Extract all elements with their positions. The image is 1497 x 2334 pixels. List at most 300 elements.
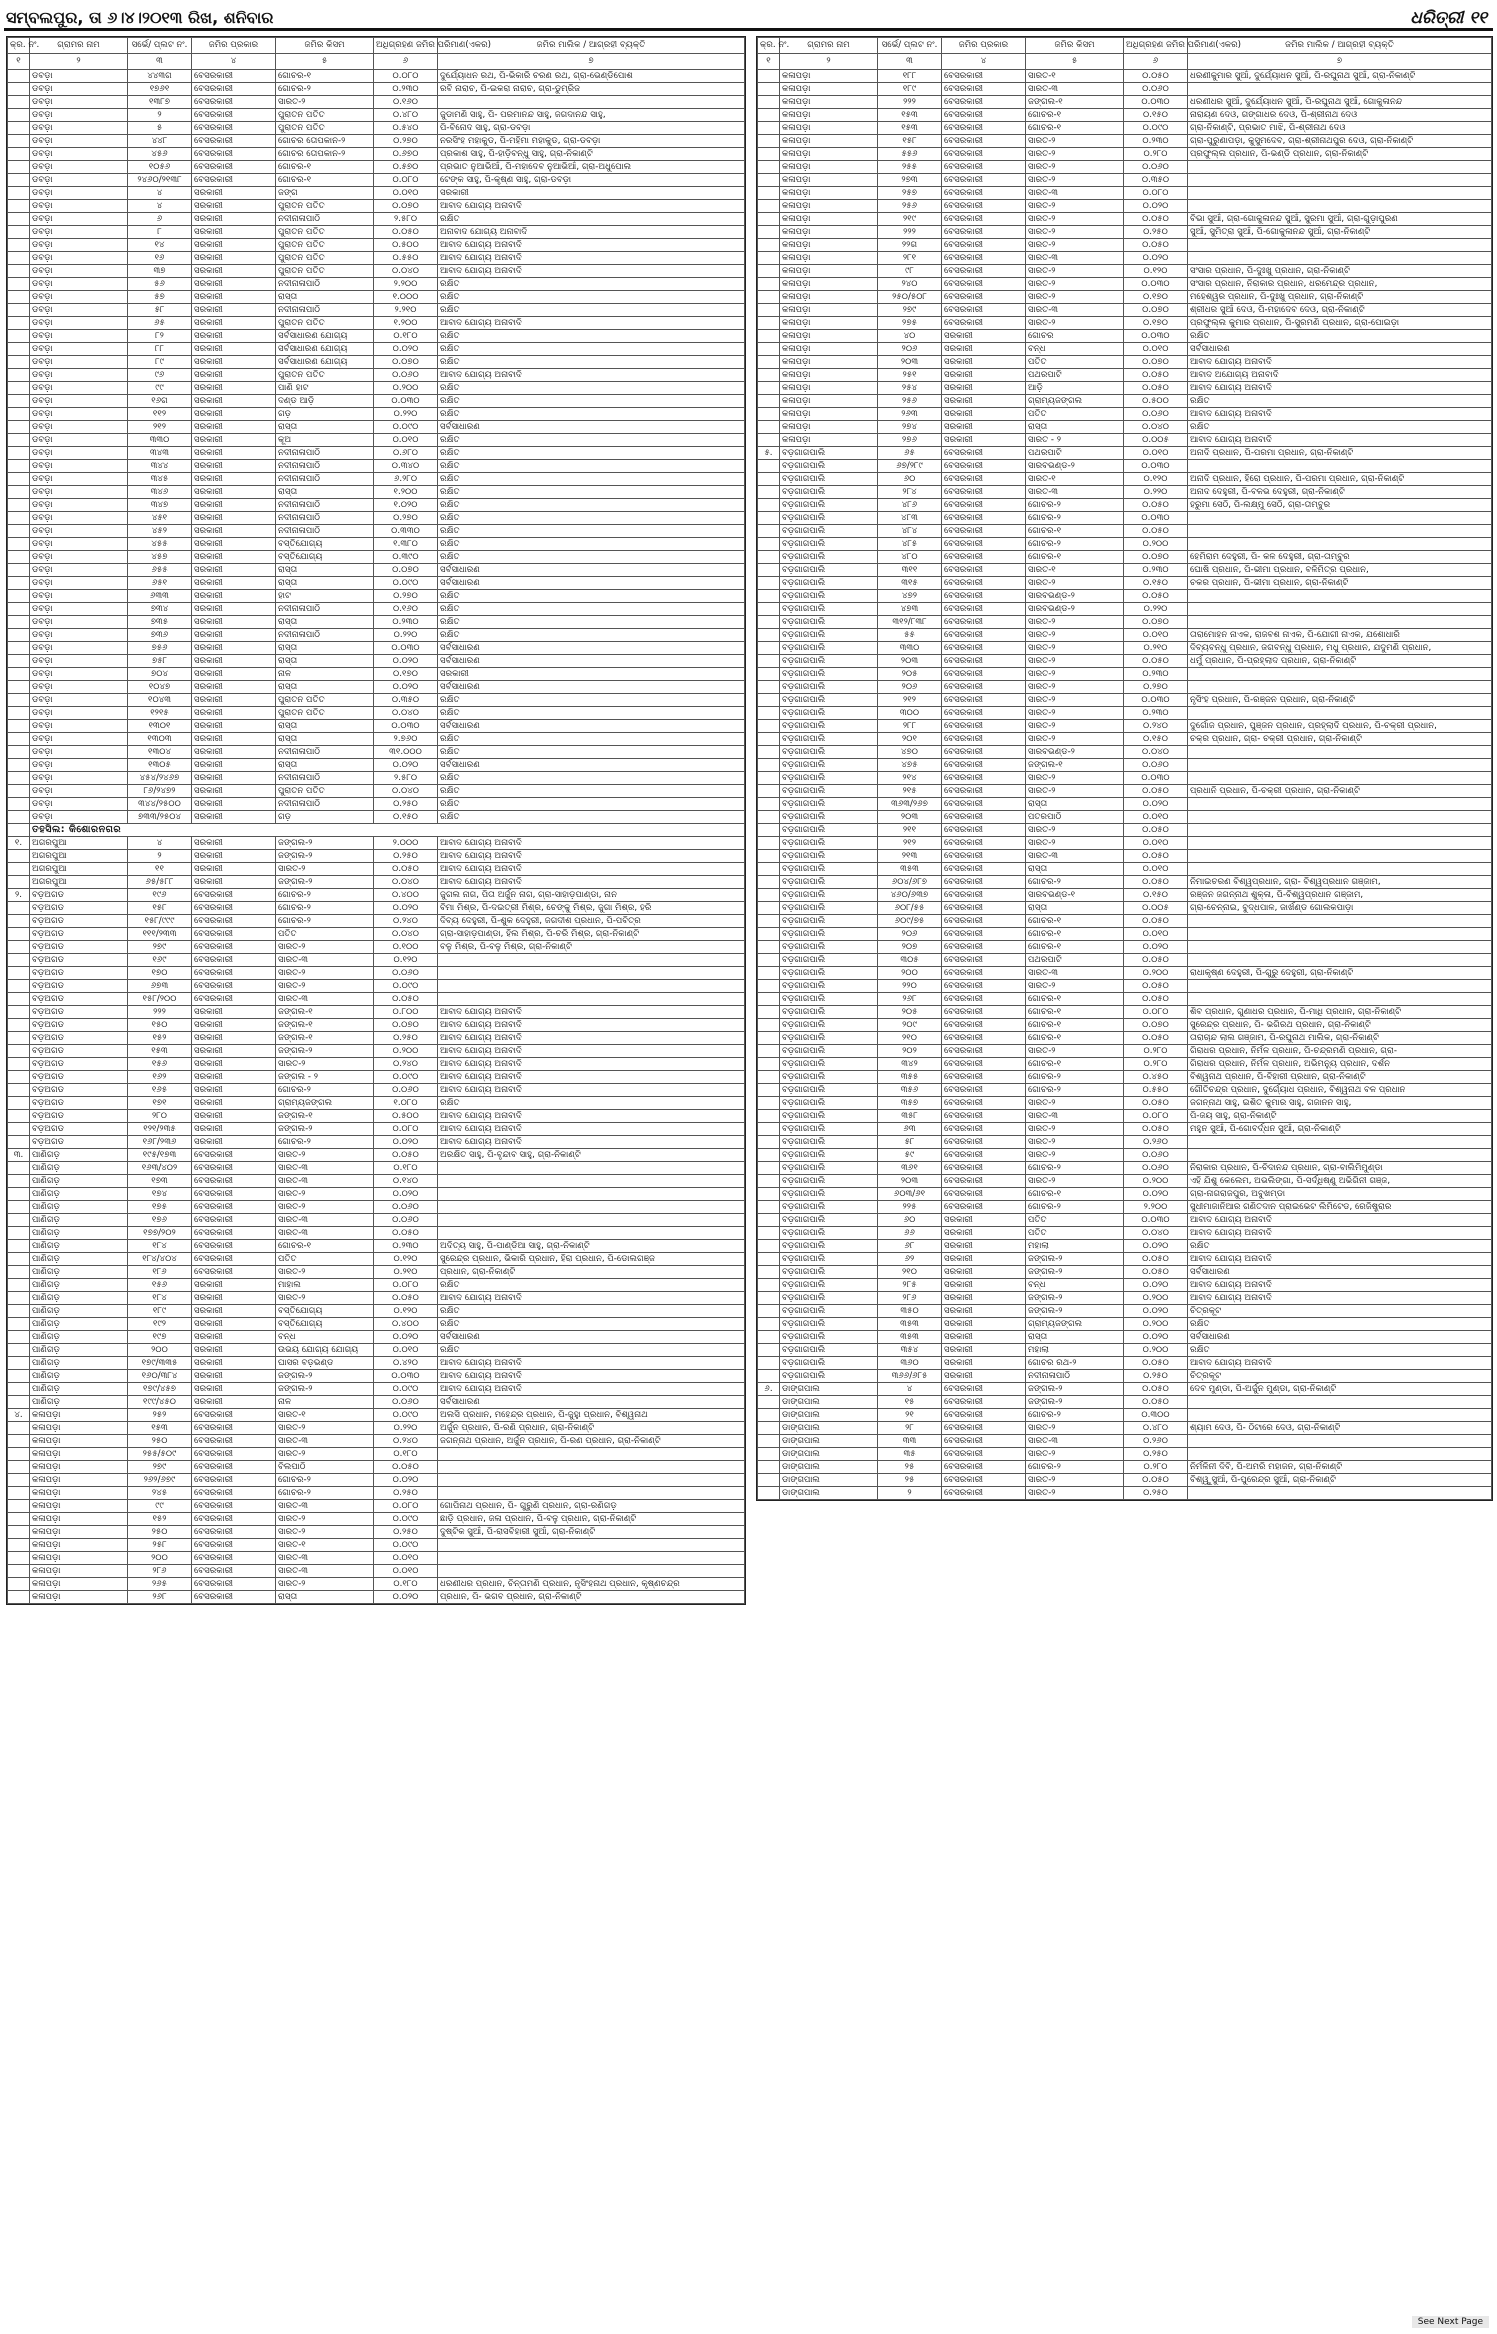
cell-owner: ଦେବ ମୁଣ୍ଡା, ପି-ଅର୍ଜୁନ ମୁଣ୍ଡା, ଗ୍ରା-ନିକାଣ୍ଟି (1188, 1383, 1492, 1396)
cell-sl (758, 707, 780, 720)
cell-land-type: ବେସରକାରୀ (192, 1227, 276, 1240)
cell-sl (8, 590, 30, 603)
cell-land-kisam: ଗୋଚର-୨ (1026, 1162, 1124, 1175)
cell-land-kisam: ଜଙ୍ଗଲ-୨ (276, 837, 374, 850)
cell-village: ଡବଡ଼ା (30, 304, 128, 317)
cell-sl (8, 330, 30, 343)
table-row (8, 1591, 745, 1604)
table-row (758, 694, 1492, 707)
cell-land-kisam: ପତିତ (1026, 1227, 1124, 1240)
cell-land-kisam: ଗୋଚର-୧ (1026, 109, 1124, 122)
cell-land-type: ବେସରକାରୀ (942, 122, 1026, 135)
cell-plot: ୨୬୨/୬୭୯ (128, 1474, 192, 1487)
cell-land-kisam: ସାରତ-୨ (1026, 1487, 1124, 1500)
cell-owner: ସର୍ବସାଧାରଣ (1188, 343, 1492, 356)
cell-owner: ବିମା ମିଶ୍ର, ପି-ଦଇତ୍ରୀ ମିଶ୍ର, ଚେଙ୍କୁ ମିଶ୍ର, ଜୁଗା ମିଶ୍ର, ହରି (438, 902, 745, 915)
cell-land-kisam: ସାରତ-୨ (1026, 1136, 1124, 1149)
cell-area: ୦.୦୭୦ (1124, 356, 1188, 369)
cell-owner: ଅର୍ଜୁନ ପ୍ରଧାନ, ପି-ରଣି ପ୍ରଧାନ, ଗ୍ରା-ନିକାଣ୍ଟି (438, 1422, 745, 1435)
cell-sl (758, 278, 780, 291)
table-row (8, 564, 745, 577)
cell-area: ୦.୦୫୦ (1124, 213, 1188, 226)
cell-owner: ଦିବ୍ୟବନ୍ଧୁ ପ୍ରଧାନ, ଜଗବନ୍ଧୁ ପ୍ରଧାନ, ମଧୁ ପ୍ରଧାନ, ଯଦୁମଣି ପ୍ରଧାନ, (1188, 642, 1492, 655)
cell-owner: ରକ୍ଷିତ (438, 707, 745, 720)
cell-owner: ସର୍ବସାଧାରଣ (438, 759, 745, 772)
cell-land-kisam: ସାରତ-୨ (1026, 1097, 1124, 1110)
cell-village: କଳାପଡ଼ା (30, 1461, 128, 1474)
table-row (8, 109, 745, 122)
cell-plot: ୬୦୮/୫୫ (878, 902, 942, 915)
cell-village: ଡବଡ଼ା (30, 135, 128, 148)
cell-village: ଡବଡ଼ା (30, 395, 128, 408)
cell-sl (8, 486, 30, 499)
cell-land-type: ବେସରକାରୀ (942, 863, 1026, 876)
cell-area: ୦.୦୫୦ (1124, 1097, 1188, 1110)
cell-land-type: ସରକାରୀ (192, 785, 276, 798)
cell-sl (758, 252, 780, 265)
cell-plot: ୨୦୦ (128, 1344, 192, 1357)
cell-village: ବଡ଼ଗାଗପାଲି (780, 1110, 878, 1123)
cell-area: ୦.୦୨୦ (1124, 798, 1188, 811)
cell-land-kisam: ରାସ୍ତା (276, 1591, 374, 1604)
cell-plot: ୧୫୦ (128, 1019, 192, 1032)
cell-land-kisam: ସାରତ-୨ (1026, 694, 1124, 707)
table-body (758, 70, 1492, 1500)
cell-owner: ଚକର ପ୍ରଧାନ, ପି-ଭୀମା ପ୍ରଧାନ, ଗ୍ରା-ନିକାଣ୍ଟି (1188, 577, 1492, 590)
cell-village: ବଡ଼ଗାଗପାଲି (780, 447, 878, 460)
table-row (758, 577, 1492, 590)
cell-land-kisam: ସାରତ-୨ (276, 1266, 374, 1279)
cell-village: ବଡ଼ଗାଗପାଲି (780, 525, 878, 538)
cell-owner: ମହୁନ ସୁଆଁ, ପି-ଗୋବର୍ଦ୍ଧନ ସୁଆଁ, ଗ୍ରା-ନିକାଣ୍ଟି (1188, 1123, 1492, 1136)
cell-area: ୦.୦୫୦ (374, 1227, 438, 1240)
cell-owner: ଆବାଦ ଯୋଗ୍ୟ ଅନାବାଦି (438, 239, 745, 252)
cell-village: ବଡ଼ଗାଗପାଲି (780, 746, 878, 759)
table-row (758, 837, 1492, 850)
cell-plot: ୭୩୪ (128, 603, 192, 616)
cell-land-kisam: ସାରତ-୨ (1026, 772, 1124, 785)
cell-area: ୦.୦୪୦ (374, 265, 438, 278)
cell-land-kisam: ଗୋଚର-୧ (1026, 551, 1124, 564)
cell-village: ପାଣିଗଡ଼ (30, 1162, 128, 1175)
table-row (758, 512, 1492, 525)
table-row (8, 187, 745, 200)
cell-plot: ୧୬୦/୩୮୪ (128, 1370, 192, 1383)
cell-area: ୦.୦୫୦ (1124, 382, 1188, 395)
cell-land-type: ବେସରକାରୀ (942, 447, 1026, 460)
cell-land-type: ବେସରକାରୀ (192, 1162, 276, 1175)
cell-land-kisam: ସାରତ-୩ (1026, 304, 1124, 317)
cell-village: ଡବଡ଼ା (30, 200, 128, 213)
cell-village: ବଡ଼ଗାଗପାଲି (780, 1006, 878, 1019)
cell-land-type: ସରକାରୀ (942, 1318, 1026, 1331)
cell-owner (1188, 811, 1492, 824)
cell-area: ୦.୦୫୦ (1124, 824, 1188, 837)
cell-plot: ୩୦୦ (878, 707, 942, 720)
cell-land-kisam: ନଦୀନାଳାପାଠି (276, 304, 374, 317)
cell-plot: ୧୫୩ (878, 109, 942, 122)
cell-plot: ୨୮୬ (128, 1565, 192, 1578)
table-row (758, 1175, 1492, 1188)
cell-plot: ୧୭୪ (128, 1188, 192, 1201)
cell-village: କଳାପଡ଼ା (780, 174, 878, 187)
table-row (8, 1487, 745, 1500)
cell-plot: ୪ (878, 1383, 942, 1396)
table-row (8, 1019, 745, 1032)
table-row (758, 304, 1492, 317)
cell-owner: ଧରଣୀଧର ସୁଆଁ, ଦୁର୍ଯ୍ୟୋଧନ ସୁଆଁ, ପି-ରଘୁନାଥ ସୁଆଁ, ଗୋକୁଳାନନ୍ଦ (1188, 96, 1492, 109)
header-col-number: ୭ (438, 54, 745, 70)
table-row (758, 1006, 1492, 1019)
cell-sl (8, 1214, 30, 1227)
cell-village: ବଡ଼ଗାଗପାଲି (780, 837, 878, 850)
table-row (8, 1214, 745, 1227)
cell-land-type: ସରକାରୀ (192, 1019, 276, 1032)
cell-land-type: ସରକାରୀ (942, 1344, 1026, 1357)
cell-village: କଳାପଡ଼ା (780, 122, 878, 135)
cell-sl (8, 1279, 30, 1292)
cell-area: ୦.୧୨୦ (374, 1253, 438, 1266)
cell-owner: ହେମିରାମ ଦେହୁରୀ, ପି- କଳ ଦେହୁରୀ, ଗ୍ରା-ତାମ୍ବୁର (1188, 551, 1492, 564)
cell-owner: ଧରଣୀକୁମାର ସୁଆଁ, ଦୁର୍ଯ୍ୟୋଧନ ସୁଆଁ, ପି-ରଘୁନାଥ ସୁଆଁ, ଗ୍ରା-ନିକାଣ୍ଟି (1188, 70, 1492, 83)
cell-area: ୦.୦୬୦ (374, 967, 438, 980)
cell-land-type: ବେସରକାରୀ (942, 1149, 1026, 1162)
table-row (8, 967, 745, 980)
cell-sl (758, 239, 780, 252)
cell-plot: ୧୭୯/୪୫୭ (128, 1383, 192, 1396)
cell-land-type: ବେସରକାରୀ (942, 1162, 1026, 1175)
cell-village: କଳାପଡ଼ା (780, 187, 878, 200)
table-row (758, 1331, 1492, 1344)
table-row (758, 122, 1492, 135)
cell-land-kisam: ସାରତ-୨ (1026, 655, 1124, 668)
cell-owner: ରାଧାକୃଷ୍ଣ ଦେହୁରୀ, ପି-ଗୁରୁ ଦେହୁରୀ, ଗ୍ରା-ନିକାଣ୍ଟି (1188, 967, 1492, 980)
cell-sl (8, 317, 30, 330)
table-row (8, 330, 745, 343)
cell-village: ପାଣିଗଡ଼ (30, 1383, 128, 1396)
table-row (758, 642, 1492, 655)
header-area: ଅଧିଗ୍ରହଣ ଜମିର ପରିମାଣ(ଏକର) (1124, 38, 1188, 54)
table-row (8, 1201, 745, 1214)
cell-village: ବଡ଼ଗାଗପାଲି (780, 1253, 878, 1266)
header-col-number: ୬ (1124, 54, 1188, 70)
cell-area: ୦.୧୮୦ (374, 1448, 438, 1461)
cell-area: ୦.୦୯୦ (1124, 122, 1188, 135)
cell-plot: ୨୦୩ (878, 1175, 942, 1188)
cell-area: ୦.୨୫୦ (374, 798, 438, 811)
cell-sl (758, 785, 780, 798)
cell-area: ୦.୧୨୦ (1124, 265, 1188, 278)
cell-area: ୦.୩୫୦ (374, 694, 438, 707)
cell-area: ୦.୧୫୦ (1124, 577, 1188, 590)
cell-plot: ୨୬୩ (878, 408, 942, 421)
table-row (8, 1578, 745, 1591)
cell-area: ୦.୦୯୦ (374, 421, 438, 434)
cell-sl (758, 1305, 780, 1318)
cell-owner: ଆବାଦ ଯୋଗ୍ୟ ଅନାବାଦି (438, 317, 745, 330)
cell-plot: ୧୬ଗ (128, 395, 192, 408)
cell-owner: ଆବାଦ ଯୋଗ୍ୟ ଅନାବାଦି (438, 265, 745, 278)
cell-village: ଡବଡ଼ା (30, 83, 128, 96)
cell-land-type: ସରକାରୀ (942, 1227, 1026, 1240)
table-row (758, 1084, 1492, 1097)
table-row (8, 1175, 745, 1188)
cell-owner: ପି-ବିନୋଦ ସାହୁ, ଗ୍ରା-ଡବଡ଼ା (438, 122, 745, 135)
cell-land-kisam: ନାଳ (276, 1396, 374, 1409)
cell-land-type: ବେସରକାରୀ (942, 317, 1026, 330)
cell-owner: ରକ୍ଷିତ (438, 395, 745, 408)
cell-land-type: ବେସରକାରୀ (192, 1526, 276, 1539)
cell-village: ବଡ଼ଗାଗପାଲି (780, 1331, 878, 1344)
cell-plot: ୧୭୭/୨୦୨ (128, 1227, 192, 1240)
cell-sl (758, 1318, 780, 1331)
cell-sl (758, 1292, 780, 1305)
cell-plot: ୨୦୩ (878, 655, 942, 668)
cell-area: ୦.୨୫୦ (374, 850, 438, 863)
cell-area: ୦.୦୯୦ (374, 1383, 438, 1396)
header-area: ଅଧିଗ୍ରହଣ ଜମିର ପରିମାଣ(ଏକର) (374, 38, 438, 54)
cell-land-kisam: ଗୋଚର-୨ (276, 1136, 374, 1149)
cell-land-type: ସରକାରୀ (192, 1032, 276, 1045)
header-owner: ଜମିର ମାଲିକ / ଆଗ୍ରହୀ ବ୍ୟକ୍ତି (438, 38, 745, 54)
cell-owner: ଆବାଦ ଯୋଗ୍ୟ ଅନାବାଦି (1188, 1357, 1492, 1370)
cell-plot: ୧୫୬ (128, 1058, 192, 1071)
cell-land-type: ବେସରକାରୀ (942, 70, 1026, 83)
cell-area: ୦.୨୮୦ (1124, 1058, 1188, 1071)
cell-sl (758, 681, 780, 694)
cell-land-kisam: ପୁରାତନ ପତିତ (276, 369, 374, 382)
cell-area: ୦.୦୫୦ (1124, 1123, 1188, 1136)
cell-sl (758, 1344, 780, 1357)
table-row (8, 278, 745, 291)
table-row (8, 291, 745, 304)
cell-village: ଅଗରପୁଆ (30, 863, 128, 876)
cell-land-type: ସରକାରୀ (942, 395, 1026, 408)
cell-area: ୦.୦୪୦ (1124, 1227, 1188, 1240)
cell-plot: ୨୮ (878, 1422, 942, 1435)
cell-sl (758, 603, 780, 616)
table-row (8, 1253, 745, 1266)
cell-owner: ରକ୍ଷିତ (438, 486, 745, 499)
cell-sl (8, 1045, 30, 1058)
cell-land-kisam: ସାରତ-୧ (1026, 473, 1124, 486)
cell-land-type: ସରକାରୀ (192, 811, 276, 824)
table-row (758, 1292, 1492, 1305)
cell-sl (758, 83, 780, 96)
cell-sl (8, 1123, 30, 1136)
cell-land-type: ବେସରକାରୀ (942, 473, 1026, 486)
cell-sl (758, 486, 780, 499)
cell-plot: ୩୩୦ (128, 434, 192, 447)
cell-village: ବଡ଼ଗାଗପାଲି (780, 655, 878, 668)
cell-village: ବଡ଼ଗାଗପାଲି (780, 1227, 878, 1240)
table-row (8, 70, 745, 83)
cell-village: ପାଣିଗଡ଼ (30, 1201, 128, 1214)
table-row (758, 278, 1492, 291)
cell-village: ବଡ଼ଅଗଡ (30, 967, 128, 980)
cell-area: ୦.୦୫୦ (1124, 70, 1188, 83)
cell-owner: ସର୍ବସାଧାରଣ (438, 1396, 745, 1409)
cell-sl (758, 1409, 780, 1422)
cell-plot: ୩୫୫ (878, 1071, 942, 1084)
table-row (8, 1045, 745, 1058)
cell-village: ଡାଙ୍ଗପାଲ (780, 1396, 878, 1409)
cell-plot: ୪୭୨ (878, 590, 942, 603)
cell-owner (1188, 941, 1492, 954)
table-row (8, 1461, 745, 1474)
cell-plot: ୧୬୩/୪୦୨ (128, 1162, 192, 1175)
cell-village: କଳାପଡ଼ା (780, 252, 878, 265)
cell-area: ୦.୨୫୦ (1124, 1370, 1188, 1383)
cell-village: ଡବଡ଼ା (30, 512, 128, 525)
table-row (758, 928, 1492, 941)
cell-sl (8, 616, 30, 629)
cell-area: ୦.୦୬୦ (1124, 759, 1188, 772)
table-row (8, 252, 745, 265)
cell-area: ୦.୦୦୫ (1124, 902, 1188, 915)
table-row (758, 434, 1492, 447)
header-col-number: ୧ (8, 54, 30, 70)
cell-village: ବଡ଼ଗାଗପାଲି (780, 1058, 878, 1071)
cell-area: ୦.୦୨୦ (1124, 1331, 1188, 1344)
cell-plot: ୩୬୦ (878, 1357, 942, 1370)
cell-land-type: ବେସରକାରୀ (942, 96, 1026, 109)
cell-owner: ତାରାଚାନ୍ଦ ଲାଲ ଗଞ୍ଜାମ, ପି-ରଘୁନାଥ ମାଲିକ, ଗ୍ରା-ନିକାଣ୍ଟି (1188, 1032, 1492, 1045)
cell-owner: ଗିରାଧର ପ୍ରଧାନ, ନିର୍ମଳ ପ୍ରଧାନ, ଅଭିମନ୍ୟୁ ପ୍ରଧାନ, ଦର୍ଶନ (1188, 1058, 1492, 1071)
cell-area: ୦.୨୨୦ (374, 1422, 438, 1435)
cell-land-kisam: ସାରତ-୨ (276, 980, 374, 993)
cell-sl (8, 1357, 30, 1370)
cell-sl (8, 642, 30, 655)
cell-plot: ୮୨ (128, 330, 192, 343)
cell-land-type: ସରକାରୀ (192, 1318, 276, 1331)
cell-owner: ଆବାଦ ଯୋଗ୍ୟ ଅନାବାଦି (438, 1370, 745, 1383)
cell-village: ବଡ଼ଅଗଡ (30, 1045, 128, 1058)
cell-land-type: ସରକାରୀ (192, 473, 276, 486)
cell-village: ଡାଙ୍ଗପାଲ (780, 1448, 878, 1461)
table-row (758, 1071, 1492, 1084)
cell-sl (8, 1552, 30, 1565)
table-row (8, 655, 745, 668)
cell-land-kisam: ସାରତ-୨ (1026, 668, 1124, 681)
cell-plot: ୨୬୫ (128, 1578, 192, 1591)
table-row (758, 616, 1492, 629)
cell-sl (8, 304, 30, 317)
cell-land-kisam: ଜଙ୍ଗଲ-୨ (276, 1383, 374, 1396)
table-row (758, 785, 1492, 798)
cell-land-type: ସରକାରୀ (192, 1097, 276, 1110)
cell-village: ବଡ଼ଅଗଡ (30, 1071, 128, 1084)
cell-owner: ଆବାଦ ଯୋଗ୍ୟ ଅନାବାଦି (438, 252, 745, 265)
cell-plot: ୨୦୬ (878, 343, 942, 356)
cell-land-type: ସରକାରୀ (192, 1305, 276, 1318)
cell-area: ୦.୨୫୦ (374, 1487, 438, 1500)
table-row (758, 473, 1492, 486)
cell-land-type: ସରକାରୀ (942, 1266, 1026, 1279)
cell-plot: ୮ (128, 226, 192, 239)
cell-owner: ସର୍ବସାଧାରଣ (438, 577, 745, 590)
cell-land-kisam: ସାରତ-୨ (1026, 616, 1124, 629)
cell-land-kisam: ସାରତ-୨ (1026, 642, 1124, 655)
cell-owner: ଜଗନ୍ନାଥ ସାହୁ, ଇଶିତ କୁମାର ସାହୁ, ଗଜାନନ ସାହୁ, (1188, 1097, 1492, 1110)
cell-owner: ଆବାଦ ଯୋଗ୍ୟ ଅନାବାଦି (1188, 382, 1492, 395)
cell-area: ୦.୧୫୦ (374, 811, 438, 824)
cell-village: ଡବଡ଼ା (30, 798, 128, 811)
cell-sl (8, 187, 30, 200)
cell-land-type: ବେସରକାରୀ (942, 837, 1026, 850)
cell-plot: ୨୨୫ (878, 1201, 942, 1214)
cell-land-kisam: ସାରତ-୨ (1026, 213, 1124, 226)
cell-sl (758, 1175, 780, 1188)
cell-plot: ୬୦୩/୬୧ (878, 1188, 942, 1201)
cell-land-kisam: ଗୋଚର-୧ (1026, 1006, 1124, 1019)
table-row (758, 746, 1492, 759)
table-row (758, 980, 1492, 993)
cell-village: ପାଣିଗଡ଼ (30, 1370, 128, 1383)
cell-plot: ୫୭ (128, 291, 192, 304)
cell-owner: ବିଶ୍ୱନାଥ ପ୍ରଧାନ, ପି-ବିହାରୀ ପ୍ରଧାନ, ଗ୍ରା-ନିକାଣ୍ଟି (1188, 1071, 1492, 1084)
header-col-number: ୬ (374, 54, 438, 70)
cell-village: ଡବଡ଼ା (30, 590, 128, 603)
cell-area: ୦.୦୫୦ (1124, 1266, 1188, 1279)
table-row (758, 408, 1492, 421)
cell-area: ୦.୦୭୦ (1124, 1019, 1188, 1032)
cell-owner: ରକ୍ଷିତ (438, 1344, 745, 1357)
cell-land-kisam: ଗୋଚର ତୋପକାନ-୨ (276, 148, 374, 161)
cell-land-type: ବେସରକାରୀ (192, 96, 276, 109)
table-row (758, 1370, 1492, 1383)
cell-sl (758, 512, 780, 525)
cell-owner: ରକ୍ଷିତ (438, 551, 745, 564)
table-row (8, 265, 745, 278)
cell-village: ବଡ଼ଗାଗପାଲି (780, 1162, 878, 1175)
table-row (758, 1058, 1492, 1071)
cell-owner: ରକ୍ଷିତ (438, 538, 745, 551)
cell-land-type: ବେସରକାରୀ (942, 1474, 1026, 1487)
table-row (8, 1448, 745, 1461)
cell-area: ୦.୦୫୦ (1124, 785, 1188, 798)
cell-land-type: ସରକାରୀ (192, 551, 276, 564)
cell-owner: ଆବାଦ ଯୋଗ୍ୟ ଅନାବାଦି (1188, 1227, 1492, 1240)
table-row (8, 1331, 745, 1344)
cell-land-kisam: ପୁରାତନ ପତିତ (276, 109, 374, 122)
cell-land-kisam: ସାରତ-୨ (1026, 837, 1124, 850)
cell-land-kisam: ନଦୀନାଳାପାଠି (276, 460, 374, 473)
cell-sl (758, 1448, 780, 1461)
cell-owner: ଅରକ୍ଷିତ ସାହୁ, ପି-ବୃନ୍ଦାବ ସାହୁ, ଗ୍ରା-ନିକାଣ୍ଟି (438, 1149, 745, 1162)
cell-land-type: ବେସରକାରୀ (942, 291, 1026, 304)
cell-land-kisam: ସାରତ-୨ (276, 1058, 374, 1071)
cell-land-kisam: ସାରତ-୨ (1026, 317, 1124, 330)
table-head (758, 38, 1492, 70)
cell-plot: ୧୭୫ (128, 1201, 192, 1214)
cell-land-type: ବେସରକାରୀ (942, 811, 1026, 824)
cell-land-kisam: ଗୋଚର (1026, 330, 1124, 343)
cell-land-type: ବେସରକାରୀ (942, 824, 1026, 837)
cell-land-type: ସରକାରୀ (192, 1110, 276, 1123)
cell-land-kisam: ଗୋଚର-୧ (1026, 525, 1124, 538)
cell-sl (8, 980, 30, 993)
cell-area: ୦.୧୨୦ (374, 954, 438, 967)
cell-plot: ୨୫୮ (128, 1539, 192, 1552)
table-row (8, 512, 745, 525)
cell-plot: ୨୫୭ (878, 187, 942, 200)
cell-village: ବଡ଼ଗାଗପାଲି (780, 785, 878, 798)
cell-plot: ୨୭୪ (878, 421, 942, 434)
cell-village: ଡବଡ଼ା (30, 96, 128, 109)
cell-land-type: ବେସରକାରୀ (942, 551, 1026, 564)
cell-land-kisam: ସାରତ-୨ (276, 96, 374, 109)
